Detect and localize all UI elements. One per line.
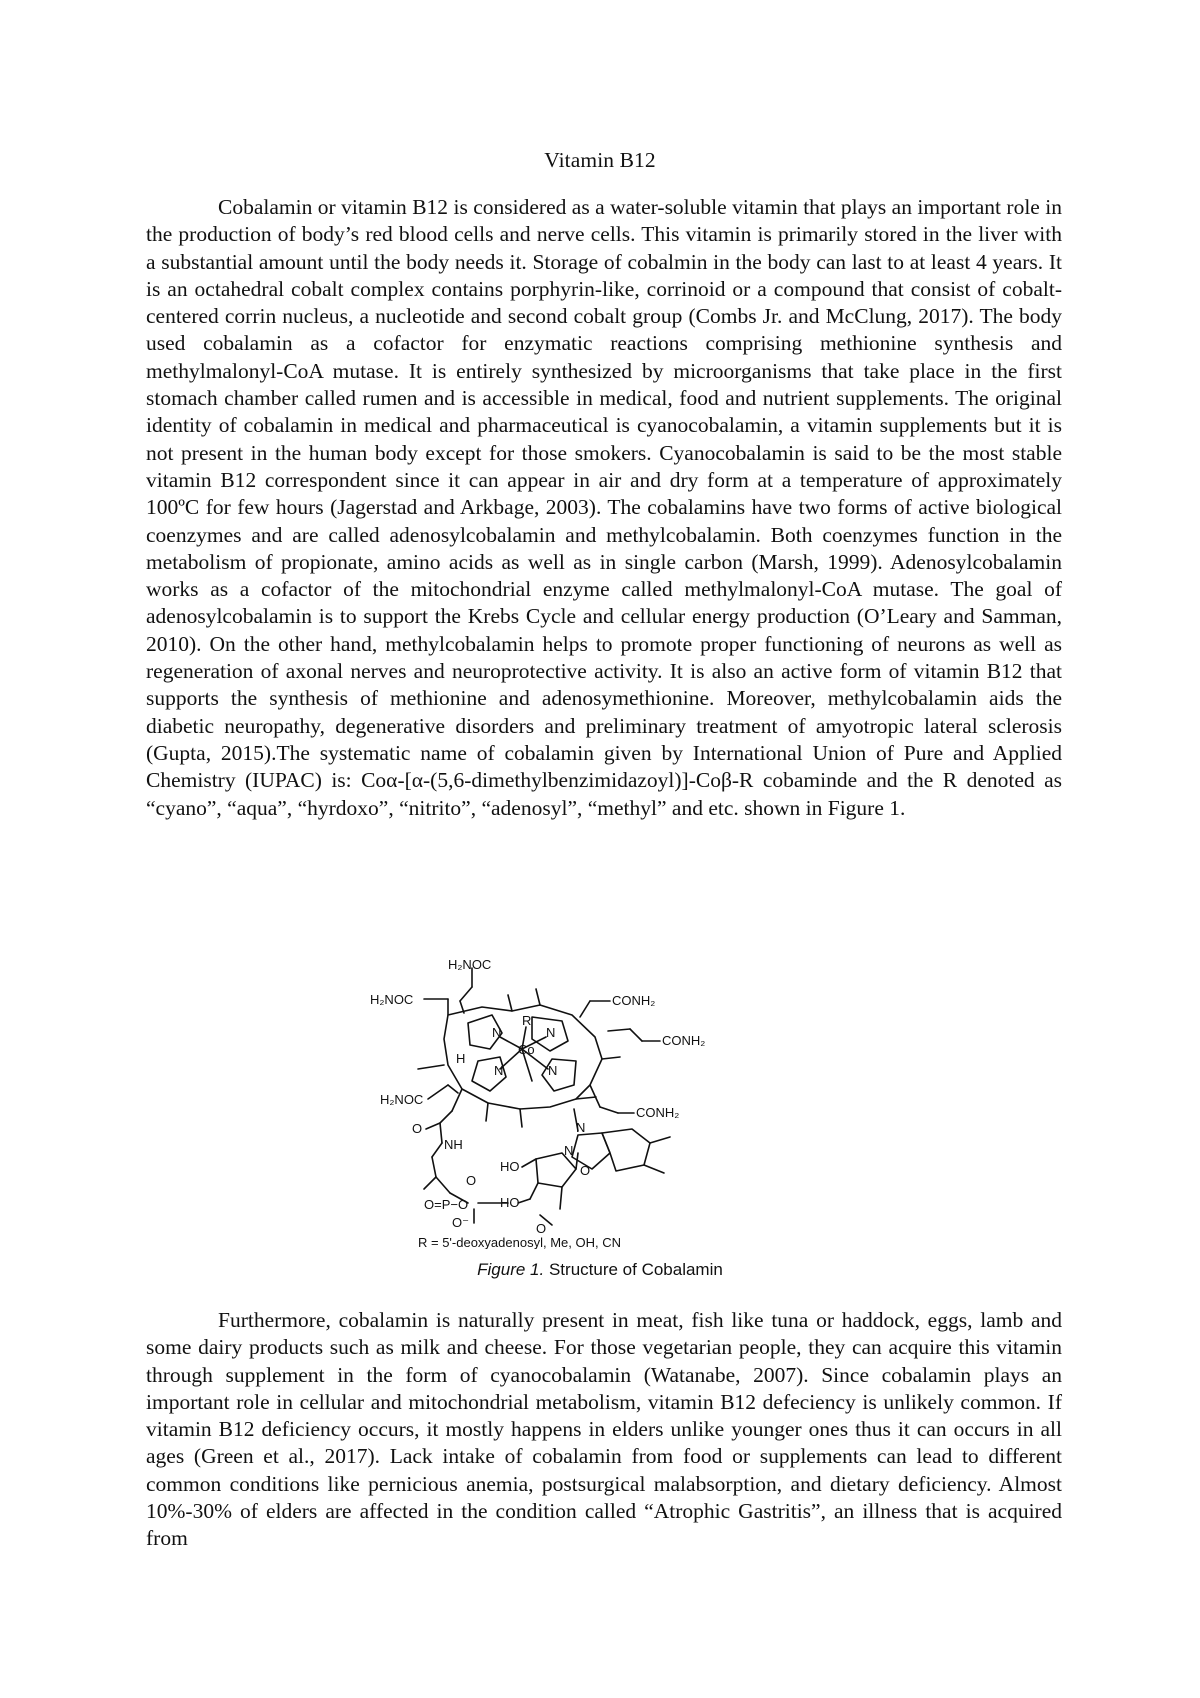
label-n2: N bbox=[546, 1025, 556, 1040]
label-n1: N bbox=[492, 1025, 502, 1040]
label-o2: O bbox=[580, 1163, 591, 1178]
label-n4: N bbox=[548, 1063, 558, 1078]
cobalamin-structure-diagram bbox=[340, 957, 810, 1249]
label-n3: N bbox=[494, 1063, 504, 1078]
label-conh2-right: CONH₂ bbox=[662, 1033, 706, 1048]
label-h2noc-top: H₂NOC bbox=[448, 957, 492, 972]
label-o3: O bbox=[466, 1173, 477, 1188]
label-conh2-top: CONH₂ bbox=[612, 993, 656, 1008]
label-o-ring: O bbox=[536, 1221, 547, 1236]
cobalamin-structure-figure bbox=[340, 957, 810, 1249]
label-ho2: HO bbox=[500, 1195, 520, 1210]
label-n6: N bbox=[564, 1143, 574, 1158]
paragraph-intro bbox=[146, 194, 1062, 822]
label-nh: NH bbox=[444, 1137, 463, 1152]
label-co: Co bbox=[518, 1042, 535, 1057]
paragraph-sources-text: Furthermore, cobalamin is naturally present in meat, fish like tuna or haddock, eggs, lamb and some dairy products such as milk and cheese. For those vegetarian people, they can acquire this vitamin through supplement in the form of cyanocobalamin (Watanabe, 2007). Since cobalamin plays an important role in cellular and mitochondrial metabolism, vitamin B12 defeciency is unlikely common. If vitamin B12 deficiency occurs, it mostly happens in elders unlike younger ones thus it can occurs in all ages (Green et al., 2017). Lack intake of cobalamin from food or supplements can lead to different common conditions like pernicious anemia, postsurgical malabsorption, and dietary deficiency. Almost 10%-30% of elders are affected in the condition called “Atrophic Gastritis”, an illness that is acquired from bbox=[146, 1308, 1062, 1551]
label-ho1: HO bbox=[500, 1159, 520, 1174]
figure-caption-label: Figure 1. bbox=[477, 1260, 545, 1279]
paragraph-intro-text: Cobalamin or vitamin B12 is considered as a water-soluble vitamin that plays an important role in the production of body’s red blood cells and nerve cells. This vitamin is primarily stored in the liver with a substantial amount until the body needs it. Storage of cobalmin in the body can last to at least 4 years. It is an octahedral cobalt complex contains porphyrin-like, corrinoid or a compound that consist of cobalt-centered corrin nucleus, a nucleotide and second cobalt group (Combs Jr. and McClung, 2017). The body used cobalamin as a cofactor for enzymatic reactions comprising methionine synthesis and methylmalonyl-CoA mutase. It is entirely synthesized by microorganisms that take place in the first stomach chamber called rumen and is accessible in medical, food and nutrient supplements. The original identity of cobalamin in medical and pharmaceutical is cyanocobalamin, a vitamin supplements but it is not present in the human body except for those smokers. Cyanocobalamin is said to be the most stable vitamin B12 correspondent since it can appear in air and dry form at a temperature of approximately 100ºC for few hours (Jagerstad and Arkbage, 2003). The cobalamins have two forms of active biological coenzymes and are called adenosylcobalamin and methylcobalamin. Both coenzymes function in the metabolism of propionate, amino acids as well as in single carbon (Marsh, 1999). Adenosylcobalamin works as a cofactor of the mitochondrial enzyme called methylmalonyl-CoA mutase. The goal of adenosylcobalamin is to support the Krebs Cycle and cellular energy production (O’Leary and Samman, 2010). On the other hand, methylcobalamin helps to promote proper functioning of neurons as well as regeneration of axonal nerves and neuroprotective activity. It is also an active form of vitamin B12 that supports the synthesis of methionine and adenosymethionine. Moreover, methylcobalamin aids the diabetic neuropathy, degenerative disorders and preliminary treatment of amyotropic lateral sclerosis (Gupta, 2015).The systematic name of cobalamin given by International Union of Pure and Applied Chemistry (IUPAC) is: Coα-[α-(5,6-dimethylbenzimidazoyl)]-Coβ-R cobaminde and the R denoted as “cyano”, “aqua”, “hyrdoxo”, “nitrito”, “adenosyl”, “methyl” and etc. shown in Figure 1. bbox=[146, 195, 1062, 820]
label-conh2-low: CONH₂ bbox=[636, 1105, 680, 1120]
label-r: R bbox=[522, 1013, 532, 1028]
label-o: O bbox=[412, 1121, 423, 1136]
label-o-minus: O⁻ bbox=[452, 1215, 469, 1230]
label-h2noc-left: H₂NOC bbox=[370, 992, 414, 1007]
label-h2noc-mid: H₂NOC bbox=[380, 1092, 424, 1107]
figure-caption bbox=[0, 1260, 1200, 1280]
paragraph-sources bbox=[146, 1307, 1062, 1553]
document-title: Vitamin B12 bbox=[544, 148, 656, 172]
label-h: H bbox=[456, 1051, 466, 1066]
label-phosphate: O=P−O bbox=[424, 1197, 469, 1212]
label-n5: N bbox=[576, 1120, 586, 1135]
label-r-definition: R = 5'-deoxyadenosyl, Me, OH, CN bbox=[418, 1235, 621, 1249]
figure-caption-text: Structure of Cobalamin bbox=[548, 1260, 723, 1279]
